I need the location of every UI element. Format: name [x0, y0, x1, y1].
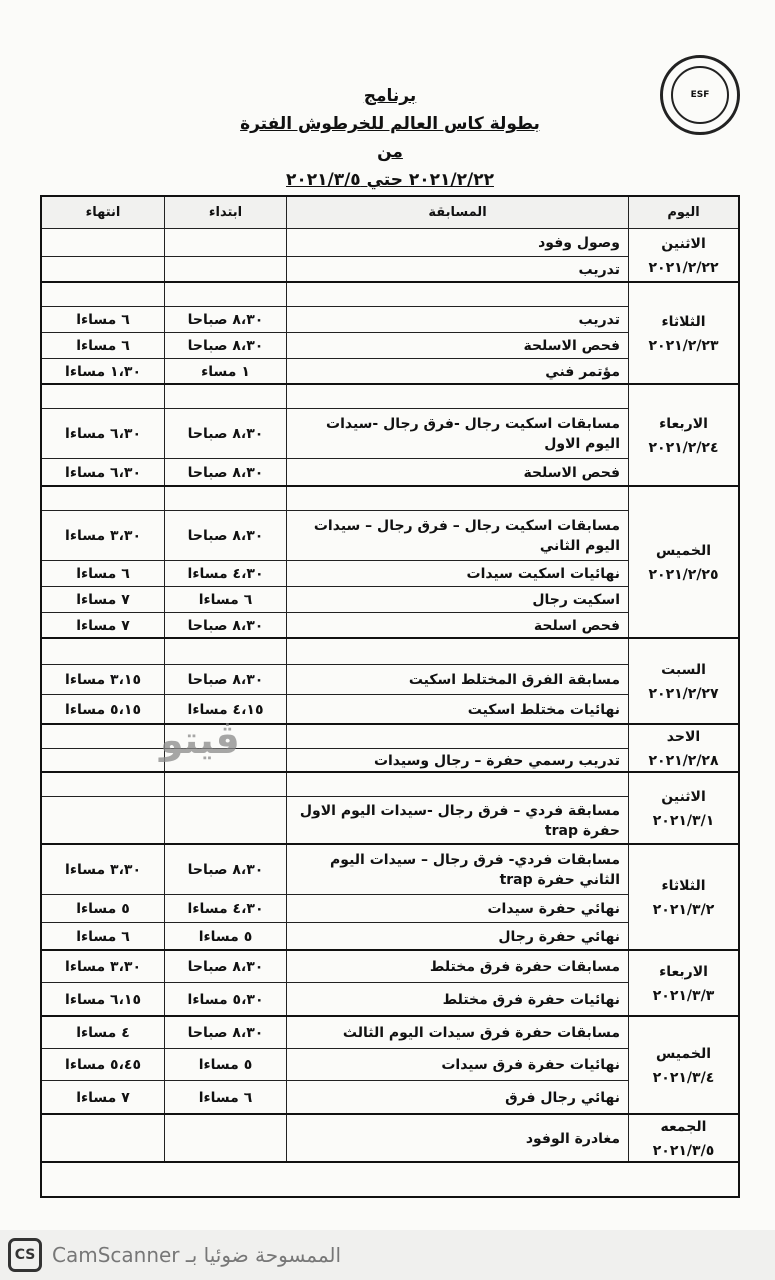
day-name: الاربعاء [659, 963, 708, 980]
event-cell: نهائيات حفرة فرق مختلط [286, 983, 628, 1017]
start-time-cell: ٨،٣٠ صباحا [164, 409, 286, 459]
end-time-cell: ٤ مساءا [42, 1017, 164, 1049]
header-event: المسابقة [286, 197, 628, 229]
start-time-cell: ٥ مساءا [164, 1049, 286, 1081]
end-time-cell: ٦ مساءا [42, 333, 164, 359]
event-cell: فحص اسلحة [286, 613, 628, 639]
end-time-cell: ٦،٣٠ مساءا [42, 459, 164, 487]
day-name: الخميس [655, 1045, 712, 1062]
end-time-cell [42, 749, 164, 773]
event-cell: فحص الاسلحة [286, 333, 628, 359]
end-time-cell: ٣،٣٠ مساءا [42, 951, 164, 983]
footer-text: الممسوحة ضوئيا بـ CamScanner [52, 1243, 342, 1267]
start-time-cell: ٦ مساءا [164, 587, 286, 613]
day-label [628, 229, 738, 283]
event-cell: مسابقات اسكيت رجال -فرق رجال -سيدات اليوم الاول [286, 409, 628, 459]
start-time-cell: ٤،٣٠ مساءا [164, 895, 286, 923]
day-name: الجمعه [660, 1118, 707, 1135]
start-time-cell [164, 639, 286, 665]
end-time-cell [42, 773, 164, 797]
start-time-cell: ٨،٣٠ صباحا [164, 665, 286, 695]
end-time-cell [42, 385, 164, 409]
event-cell: مغادرة الوفود [286, 1115, 628, 1163]
event-cell [286, 725, 628, 749]
day-name: الثلاثاء [661, 313, 706, 330]
title-line-1: برنامج [363, 86, 417, 106]
end-time-cell: ٧ مساءا [42, 587, 164, 613]
end-time-cell: ٧ مساءا [42, 1081, 164, 1115]
day-name: الثلاثاء [661, 877, 706, 894]
end-time-cell [42, 639, 164, 665]
day-name: الاثنين [661, 235, 706, 252]
day-label [628, 639, 738, 725]
end-time-cell: ٦ مساءا [42, 561, 164, 587]
event-cell: وصول وفود [286, 229, 628, 257]
event-cell: مسابقات فردي- فرق رجال – سيدات اليوم الثاني حفرة trap [286, 845, 628, 895]
day-label [628, 725, 738, 773]
start-time-cell [164, 229, 286, 257]
schedule-table [40, 195, 740, 1198]
start-time-cell: ٥ مساءا [164, 923, 286, 951]
day-date: ٢٠٢١/٢/٢٣ [648, 337, 719, 354]
day-label [628, 951, 738, 1017]
day-date: ٢٠٢١/٢/٢٢ [648, 259, 719, 276]
start-time-cell [164, 1115, 286, 1163]
start-time-cell: ٨،٣٠ صباحا [164, 1017, 286, 1049]
camscanner-icon: CS [8, 1238, 42, 1272]
start-time-cell: ٨،٣٠ صباحا [164, 951, 286, 983]
header-day: اليوم [628, 197, 738, 229]
event-cell: نهائي حفرة رجال [286, 923, 628, 951]
start-time-cell: ٨،٣٠ صباحا [164, 613, 286, 639]
day-label [628, 773, 738, 845]
end-time-cell [42, 487, 164, 511]
event-cell [286, 773, 628, 797]
end-time-cell [42, 229, 164, 257]
event-cell: مسابقة الفرق المختلط اسكيت [286, 665, 628, 695]
event-cell [286, 385, 628, 409]
event-cell: مؤتمر فني [286, 359, 628, 385]
title-line-3: ٢٠٢١/٢/٢٢ حتي ٢٠٢١/٣/٥ [286, 170, 494, 190]
day-date: ٢٠٢١/٣/٣ [652, 987, 715, 1004]
event-cell [286, 283, 628, 307]
start-time-cell: ٦ مساءا [164, 1081, 286, 1115]
end-time-cell [42, 1115, 164, 1163]
start-time-cell: ٨،٣٠ صباحا [164, 459, 286, 487]
day-date: ٢٠٢١/٢/٢٧ [648, 685, 719, 702]
start-time-cell: ٨،٣٠ صباحا [164, 511, 286, 561]
start-time-cell: ٨،٣٠ صباحا [164, 333, 286, 359]
day-date: ٢٠٢١/٢/٢٤ [648, 439, 719, 456]
end-time-cell [42, 797, 164, 845]
logo-emblem-icon [671, 66, 729, 124]
logo-text: ESF [690, 90, 710, 100]
header-end: انتهاء [42, 197, 164, 229]
end-time-cell: ٦ مساءا [42, 923, 164, 951]
day-separator [42, 1161, 738, 1163]
end-time-cell: ٥ مساءا [42, 895, 164, 923]
end-time-cell: ٦،٣٠ مساءا [42, 409, 164, 459]
day-name: الاحد [666, 728, 701, 745]
end-time-cell: ٥،١٥ مساءا [42, 695, 164, 725]
end-time-cell: ٦،١٥ مساءا [42, 983, 164, 1017]
start-time-cell [164, 487, 286, 511]
end-time-cell: ٥،٤٥ مساءا [42, 1049, 164, 1081]
event-cell: تدريب رسمي حفرة – رجال وسيدات [286, 749, 628, 773]
header-start: ابتداء [164, 197, 286, 229]
day-date: ٢٠٢١/٢/٢٥ [648, 566, 719, 583]
start-time-cell [164, 257, 286, 283]
event-cell [286, 639, 628, 665]
event-cell: تدريب [286, 307, 628, 333]
event-cell: مسابقات حفرة فرق سيدات اليوم الثالث [286, 1017, 628, 1049]
day-label [628, 385, 738, 487]
start-time-cell: ٥،٣٠ مساءا [164, 983, 286, 1017]
start-time-cell [164, 283, 286, 307]
event-cell: نهائيات حفرة فرق سيدات [286, 1049, 628, 1081]
event-cell: نهائيات اسكيت سيدات [286, 561, 628, 587]
watermark-logo: ڤيتو [160, 718, 240, 762]
day-date: ٢٠٢١/٢/٢٨ [648, 752, 719, 769]
event-cell: مسابقات حفرة فرق مختلط [286, 951, 628, 983]
end-time-cell: ٦ مساءا [42, 307, 164, 333]
event-cell: تدريب [286, 257, 628, 283]
event-cell: نهائيات مختلط اسكيت [286, 695, 628, 725]
day-date: ٢٠٢١/٣/٥ [652, 1142, 715, 1159]
day-date: ٢٠٢١/٣/١ [652, 812, 715, 829]
day-label [628, 1017, 738, 1115]
event-cell: نهائي حفرة سيدات [286, 895, 628, 923]
start-time-cell [164, 797, 286, 845]
federation-logo [660, 55, 740, 135]
end-time-cell: ٧ مساءا [42, 613, 164, 639]
start-time-cell: ٤،١٥ مساءا [164, 695, 286, 725]
day-date: ٢٠٢١/٣/٢ [652, 901, 715, 918]
scanner-footer [0, 1230, 775, 1280]
day-name: الاربعاء [659, 415, 708, 432]
start-time-cell: ٨،٣٠ صباحا [164, 307, 286, 333]
day-label [628, 1115, 738, 1163]
day-date: ٢٠٢١/٣/٤ [652, 1069, 715, 1086]
event-cell: فحص الاسلحة [286, 459, 628, 487]
end-time-cell: ٣،٣٠ مساءا [42, 845, 164, 895]
event-cell: اسكيت رجال [286, 587, 628, 613]
end-time-cell [42, 725, 164, 749]
end-time-cell [42, 257, 164, 283]
start-time-cell: ٤،٣٠ مساءا [164, 561, 286, 587]
event-cell: نهائي رجال فرق [286, 1081, 628, 1115]
title-line-2: بطولة كاس العالم للخرطوش الفترة من [240, 114, 540, 162]
day-name: الخميس [655, 542, 712, 559]
day-name: الاثنين [661, 788, 706, 805]
day-label [628, 283, 738, 385]
table-header-row [42, 197, 738, 229]
end-time-cell [42, 283, 164, 307]
day-label [628, 845, 738, 951]
event-cell: مسابقة فردي – فرق رجال -سيدات اليوم الاول حفرة trap [286, 797, 628, 845]
day-name: السبت [661, 661, 706, 678]
event-cell: مسابقات اسكيت رجال – فرق رجال – سيدات اليوم الثاني [286, 511, 628, 561]
document-title [230, 82, 550, 194]
start-time-cell: ١ مساء [164, 359, 286, 385]
event-cell [286, 487, 628, 511]
end-time-cell: ١،٣٠ مساءا [42, 359, 164, 385]
end-time-cell: ٣،٣٠ مساءا [42, 511, 164, 561]
start-time-cell: ٨،٣٠ صباحا [164, 845, 286, 895]
start-time-cell [164, 385, 286, 409]
end-time-cell: ٣،١٥ مساءا [42, 665, 164, 695]
day-label [628, 487, 738, 639]
start-time-cell [164, 773, 286, 797]
